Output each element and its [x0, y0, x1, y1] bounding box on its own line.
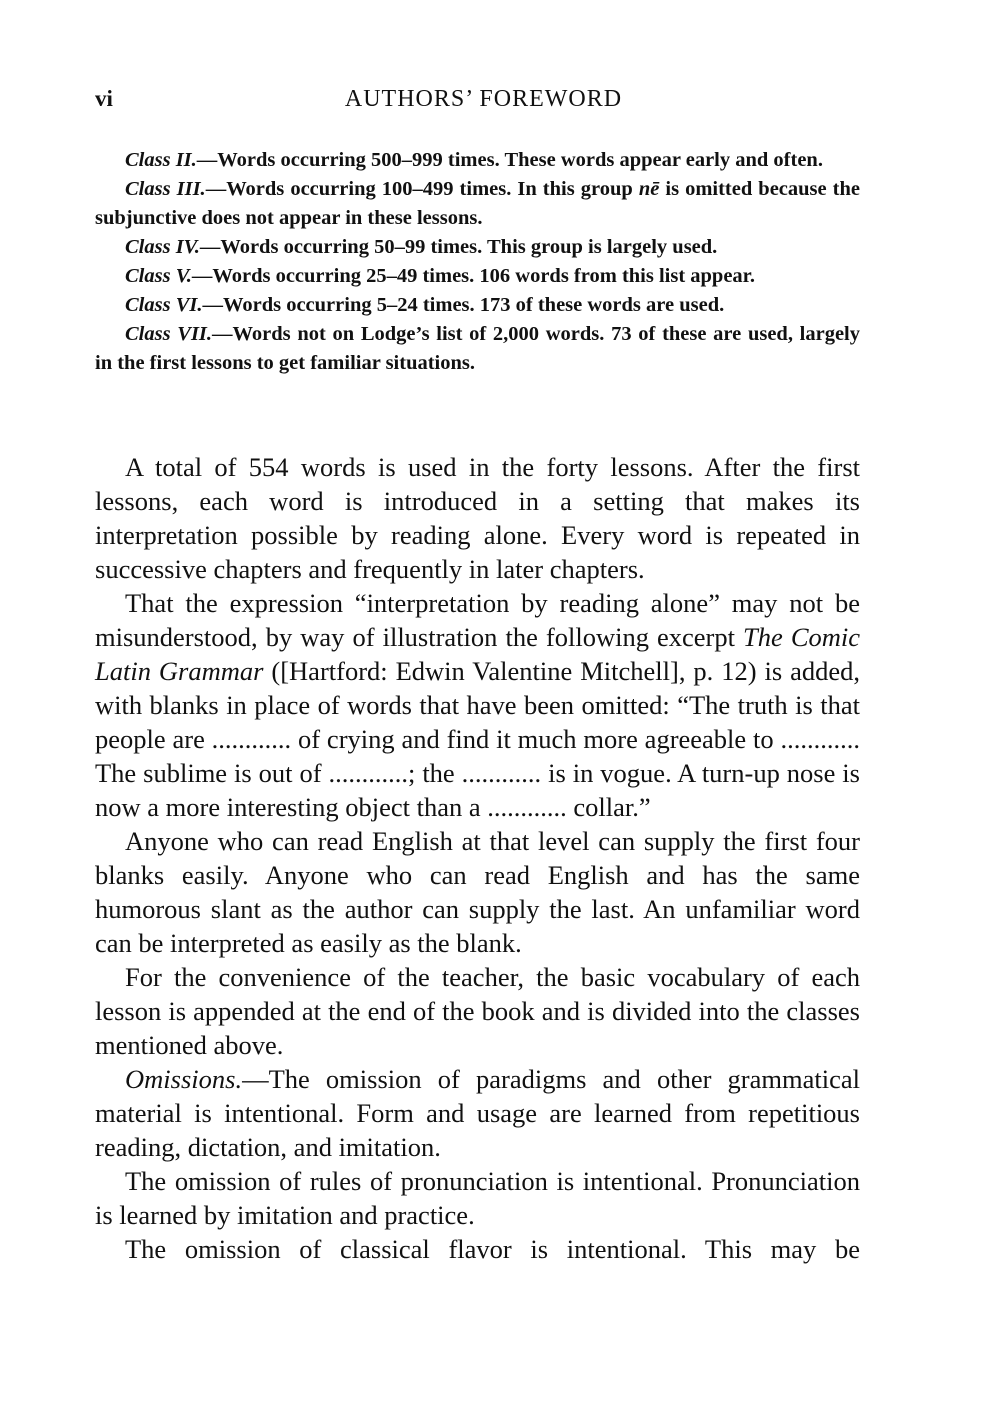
page-number: vi [95, 86, 113, 111]
paragraph-pronunciation: The omission of rules of pronunciation is intentional. Pronunciation is learned by imitation and practice. [95, 1166, 860, 1230]
word-class-list [95, 146, 860, 378]
text-segment: ; the [408, 758, 462, 788]
class-label: Class III. [125, 178, 206, 200]
text-segment: The sublime is out of [95, 758, 329, 788]
paragraph-total-words: A total of 554 words is used in the forty lessons. After the first lessons, each word is introduced in a setting that makes its interpretation possible by reading alone. Every word is repeated in successive chapters and frequently in later chapters. [95, 452, 860, 584]
class-description: —Words not on Lodge’s list of 2,000 words. 73 of these are used, largely in the first lessons to get familiar situations. [95, 323, 860, 374]
text-segment: of crying and find it much more agreeable to [291, 724, 781, 754]
blank-2: ............ [780, 724, 860, 754]
class-description: —Words occurring 500–999 times. These words appear early and often. [196, 149, 823, 171]
class-item [95, 175, 860, 233]
running-title: AUTHORS’ FOREWORD [344, 86, 623, 112]
body-text [95, 450, 860, 1266]
blank-1: ............ [211, 724, 292, 754]
section-label: Omissions. [125, 1064, 243, 1094]
paragraph-illustration [95, 586, 860, 824]
class-description: —Words occurring 5–24 times. 173 of these words are used. [202, 294, 725, 316]
text-segment: That the expression “interpretation by reading alone” may not be misunderstood, by way of illustration the following excerpt [95, 588, 860, 652]
text-segment: ([Hartford: Edwin Valentine Mitchell], p. 12) is added, with blanks in place of words that have been omitted: “The truth is that people are [95, 656, 860, 754]
blank-3: ............ [328, 758, 408, 788]
class-description-cont: is omitted because the subjunctive does not appear in these lessons. [95, 178, 860, 229]
class-label: Class VII. [125, 323, 213, 345]
class-description: —Words occurring 100–499 times. In this group [205, 178, 639, 200]
class-label: Class VI. [125, 294, 203, 316]
class-label: Class V. [125, 265, 192, 287]
class-description: —Words occurring 25–49 times. 106 words from this list appear. [191, 265, 756, 287]
class-item [95, 320, 860, 378]
page-header [95, 86, 860, 118]
text-segment: collar.” [566, 792, 651, 822]
blank-4: ............ [461, 758, 542, 788]
class-label: Class IV. [125, 236, 200, 258]
class-item [95, 262, 860, 291]
class-description: —Words occurring 50–99 times. This group is largely used. [199, 236, 718, 258]
class-item [95, 146, 860, 175]
class-label: Class II. [125, 149, 197, 171]
paragraph-classical: The omission of classical flavor is intentional. This may be [125, 1234, 860, 1264]
text-segment: —The omission of paradigms and other grammatical material is intentional. Form and usage are learned from repetitious reading, dictation, and imitation. [95, 1064, 860, 1162]
paragraph-anyone: Anyone who can read English at that level can supply the first four blanks easily. Anyone who can read English and has the same humorous slant as the author can supply the last. An unfamiliar word can be interpreted as easily as the blank. [95, 826, 860, 958]
text-segment: is in vogue. A turn-up nose is now a more interesting object than a [95, 758, 860, 822]
class-item [95, 233, 860, 262]
blank-5: ............ [487, 792, 567, 822]
book-title: The Comic Latin Grammar [95, 622, 861, 686]
paragraph-convenience: For the convenience of the teacher, the basic vocabulary of each lesson is appended at the end of the book and is divided into the classes mentioned above. [95, 962, 860, 1060]
latin-word: nē [638, 178, 660, 200]
class-item [95, 291, 860, 320]
paragraph-omissions [95, 1062, 860, 1164]
